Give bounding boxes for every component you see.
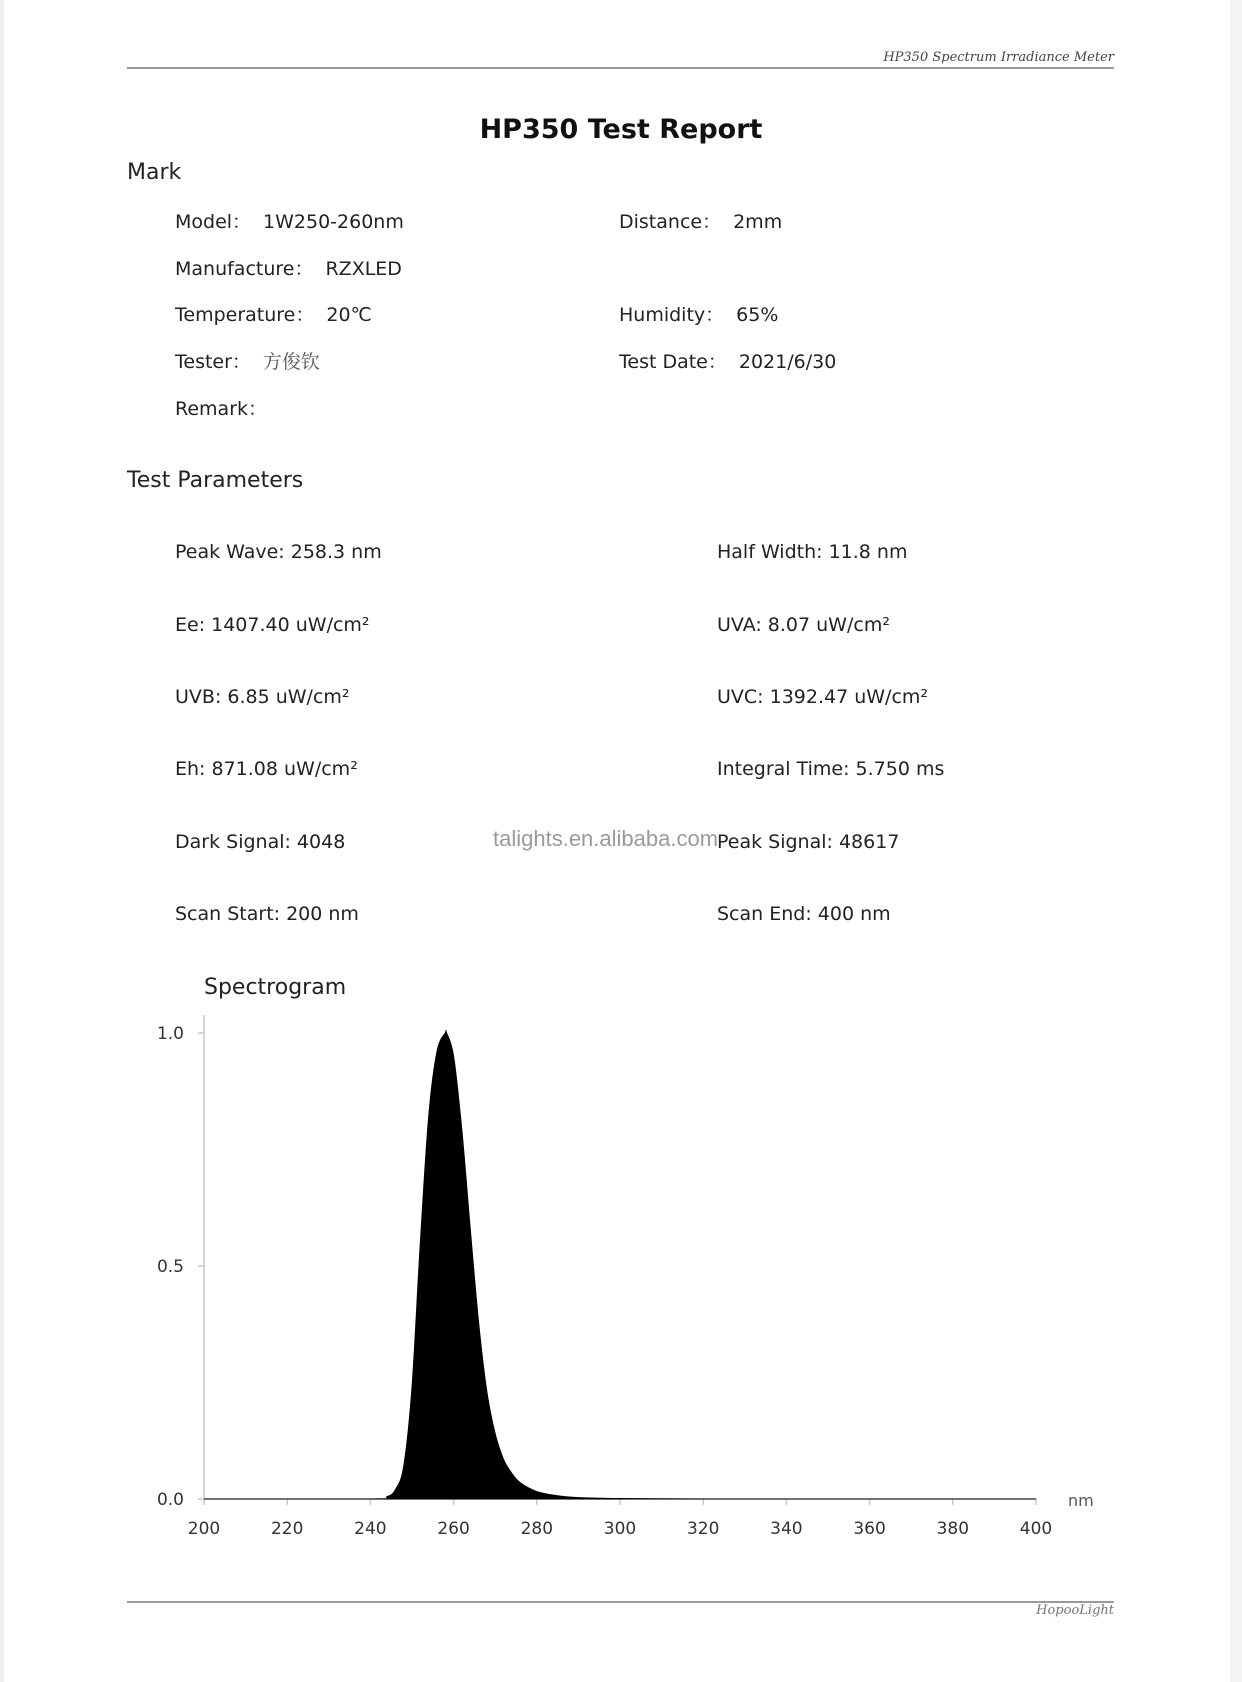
footer-rule <box>127 1601 1114 1603</box>
eh-value: Eh: 871.08 uW/cm² <box>175 758 358 780</box>
test-parameters-heading: Test Parameters <box>127 468 304 493</box>
y-tick-label: 0.0 <box>156 1490 184 1510</box>
humidity-label: Humidity： <box>619 304 725 326</box>
x-tick-label: 220 <box>270 1519 304 1539</box>
chart-title: Spectrogram <box>204 975 347 1000</box>
peak-signal: Peak Signal: 48617 <box>717 831 900 853</box>
x-tick-label: 200 <box>187 1519 221 1539</box>
distance-label: Distance： <box>619 211 722 233</box>
y-tick-label: 0.5 <box>156 1257 184 1277</box>
x-tick-label: 340 <box>770 1519 803 1539</box>
tester-value: 方俊钦 <box>262 351 320 373</box>
x-tick-label: 400 <box>1019 1519 1053 1539</box>
x-tick-label: 280 <box>520 1519 554 1539</box>
x-tick-label: 260 <box>437 1519 470 1539</box>
test-date-value: 2021/6/30 <box>738 351 837 373</box>
x-tick-label: 380 <box>936 1519 970 1539</box>
model-value: 1W250-260nm <box>263 211 404 233</box>
model-label: Model： <box>175 211 252 233</box>
temperature-value: 20℃ <box>326 304 372 326</box>
page-title: HP350 Test Report <box>479 114 763 145</box>
mark-heading: Mark <box>127 160 182 185</box>
scan-start: Scan Start: 200 nm <box>175 903 359 925</box>
dark-signal: Dark Signal: 4048 <box>175 831 346 853</box>
uvb-value: UVB: 6.85 uW/cm² <box>175 686 350 708</box>
scan-end: Scan End: 400 nm <box>717 903 891 925</box>
integral-time: Integral Time: 5.750 ms <box>717 758 945 780</box>
uva-value: UVA: 8.07 uW/cm² <box>717 614 890 636</box>
x-tick-label: 360 <box>853 1519 886 1539</box>
half-width: Half Width: 11.8 nm <box>717 541 908 563</box>
manufacture-label: Manufacture： <box>175 258 314 280</box>
distance-value: 2mm <box>733 211 783 233</box>
remark-label: Remark： <box>175 398 268 420</box>
x-tick-label: 240 <box>354 1519 387 1539</box>
footer-text: HopooLight <box>1036 1603 1114 1618</box>
x-tick-label: 300 <box>603 1519 637 1539</box>
x-axis-unit-label: nm <box>1068 1491 1094 1510</box>
peak-wave: Peak Wave: 258.3 nm <box>175 541 382 563</box>
ee-value: Ee: 1407.40 uW/cm² <box>175 614 370 636</box>
uvc-value: UVC: 1392.47 uW/cm² <box>717 686 929 708</box>
temperature-label: Temperature： <box>175 304 315 326</box>
tester-label: Tester： <box>175 351 251 373</box>
manufacture-value: RZXLED <box>325 258 402 280</box>
test-date-label: Test Date： <box>619 351 727 373</box>
watermark: talights.en.alibaba.com <box>493 826 719 851</box>
x-tick-label: 320 <box>686 1519 720 1539</box>
y-tick-label: 1.0 <box>156 1024 184 1044</box>
spectrum-area <box>204 1030 1036 1499</box>
header-text: HP350 Spectrum Irradiance Meter <box>883 50 1114 65</box>
humidity-value: 65% <box>736 304 779 326</box>
